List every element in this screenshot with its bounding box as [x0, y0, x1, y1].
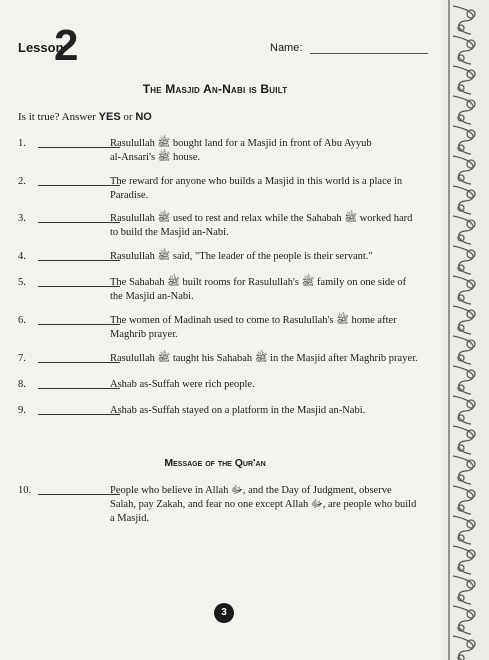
answer-blank-4[interactable] — [38, 260, 120, 261]
answer-blank-10[interactable] — [38, 494, 120, 495]
instructions-prefix: Is it true? Answer — [18, 111, 99, 123]
question-line: Paradise. — [110, 190, 149, 201]
question-text — [110, 378, 440, 392]
answer-blank-5[interactable] — [38, 286, 120, 287]
question-line: Rasulullah ﷺ said, "The leader of the people is their servant." — [110, 251, 373, 262]
question-line: The reward for anyone who builds a Masjid in this world is a place in — [110, 176, 403, 187]
question-number: 5. — [18, 277, 26, 288]
page-title: The Masjid An-Nabi is Built — [142, 82, 288, 96]
question-text — [110, 484, 440, 526]
instructions — [18, 111, 152, 123]
question-line: Ashab as-Suffah stayed on a platform in the Masjid an-Nabi. — [110, 405, 366, 416]
question-line: Maghrib prayer. — [110, 329, 178, 340]
question-line: al-Ansari's ﷺ house. — [110, 152, 201, 163]
answer-blank-1[interactable] — [38, 147, 120, 148]
question-text — [110, 314, 440, 342]
lesson-number: 2 — [54, 21, 79, 70]
answer-blank-9[interactable] — [38, 414, 120, 415]
question-line: The Sahabah ﷺ built rooms for Rasulullah's ﷺ family on one side of — [110, 277, 407, 288]
question-number: 7. — [18, 353, 26, 364]
question-line: to build the Masjid an-Nabi. — [110, 227, 229, 238]
question-number: 8. — [18, 379, 26, 390]
question-number: 2. — [18, 176, 26, 187]
question-number: 10. — [18, 485, 32, 496]
answer-blank-6[interactable] — [38, 324, 120, 325]
question-line: Rasulullah ﷺ used to rest and relax while the Sahabah ﷺ worked hard — [110, 213, 413, 224]
question-line: Salah, pay Zakah, and fear no one except Allah ﷻ, are people who build — [110, 499, 417, 510]
question-text — [110, 175, 440, 203]
page-number: 3 — [214, 603, 234, 623]
instructions-middle: or — [120, 111, 136, 123]
question-text — [110, 276, 440, 304]
ornamental-border — [441, 0, 489, 660]
name-field[interactable] — [310, 53, 428, 54]
question-line: Rasulullah ﷺ bought land for a Masjid in front of Abu Ayyub — [110, 138, 372, 149]
question-text — [110, 404, 440, 418]
question-line: Ashab as-Suffah were rich people. — [110, 379, 255, 390]
question-line: Rasulullah ﷺ taught his Sahabah ﷺ in the Masjid after Maghrib prayer. — [110, 353, 418, 364]
question-number: 3. — [18, 213, 26, 224]
question-number: 9. — [18, 405, 26, 416]
question-line: The women of Madinah used to come to Rasulullah's ﷺ home after — [110, 315, 397, 326]
question-text — [110, 212, 440, 240]
question-text — [110, 352, 440, 366]
answer-blank-3[interactable] — [38, 222, 120, 223]
question-line: the Masjid an-Nabi. — [110, 291, 194, 302]
instructions-no: NO — [135, 111, 152, 123]
question-number: 1. — [18, 138, 26, 149]
answer-blank-2[interactable] — [38, 185, 120, 186]
question-number: 4. — [18, 251, 26, 262]
answer-blank-8[interactable] — [38, 388, 120, 389]
question-number: 6. — [18, 315, 26, 326]
name-label: Name: — [270, 42, 303, 54]
lesson-label: Lesson — [18, 40, 64, 55]
message-title: Message of the Qur'an — [164, 457, 266, 469]
question-text — [110, 250, 440, 264]
question-text — [110, 137, 440, 165]
question-line: a Masjid. — [110, 513, 150, 524]
instructions-yes: YES — [98, 111, 121, 123]
question-line: People who believe in Allah ﷻ, and the Day of Judgment, observe — [110, 485, 392, 496]
answer-blank-7[interactable] — [38, 362, 120, 363]
